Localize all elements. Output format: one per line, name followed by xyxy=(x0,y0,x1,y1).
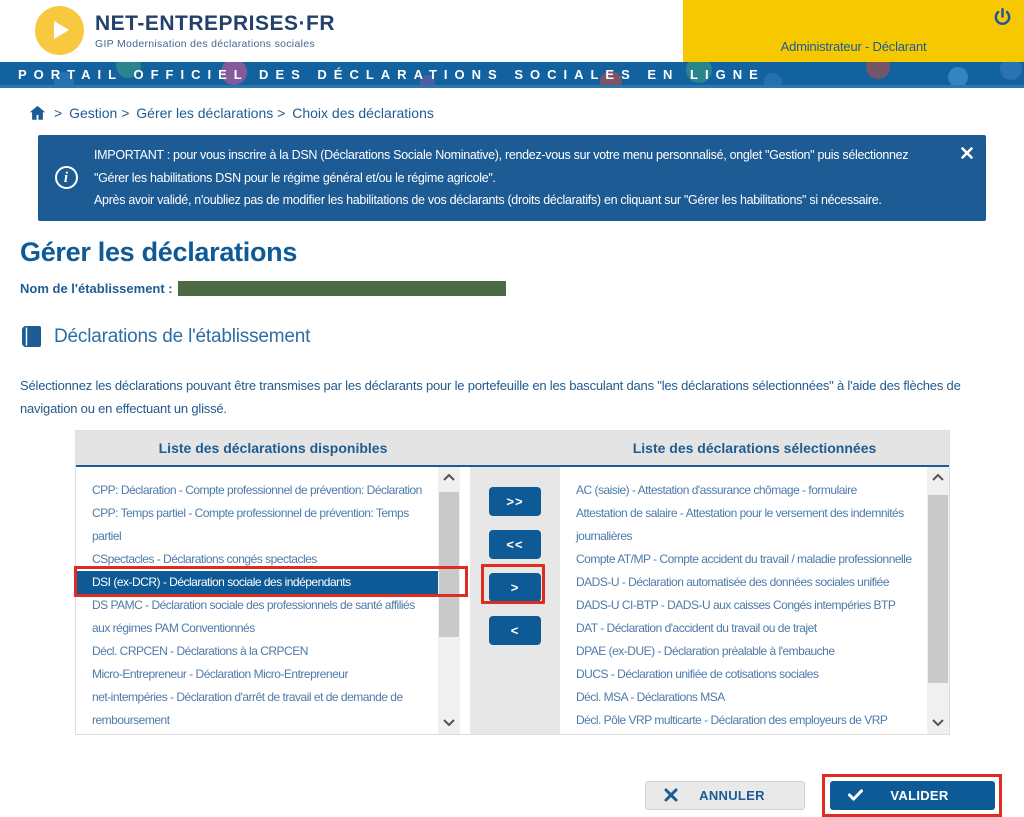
list-item[interactable]: CPP: Déclaration - Compte professionnel de prévention: Déclaration xyxy=(92,482,422,497)
list-item[interactable]: DSI (ex-DCR) - Déclaration sociale des indépendants xyxy=(76,571,438,594)
scroll-down-icon[interactable] xyxy=(927,712,949,734)
cancel-button[interactable] xyxy=(645,781,805,810)
page-title: Gérer les déclarations xyxy=(20,236,298,267)
list-item[interactable]: DPAE (ex-DUE) - Déclaration préalable à l'embauche xyxy=(576,643,835,658)
form-actions xyxy=(0,781,995,810)
transfer-button[interactable]: < xyxy=(489,616,541,645)
dual-list-widget xyxy=(75,430,950,735)
user-box xyxy=(683,0,1024,62)
logo-title: NET-ENTREPRISES·FR xyxy=(95,11,336,35)
list-item[interactable]: CPP: Temps partiel - Compte professionnel de prévention: Temps partiel xyxy=(92,505,409,543)
list-item[interactable]: DS PAMC - Déclaration sociale des professionnels de santé affiliés aux régimes PAM Conventionnés xyxy=(92,597,415,635)
scroll-up-icon[interactable] xyxy=(438,467,460,489)
establishment-row xyxy=(20,281,1024,296)
breadcrumb-items xyxy=(54,105,434,121)
breadcrumb xyxy=(28,104,1024,122)
selected-list-scrollbar[interactable] xyxy=(927,467,949,734)
instructions-line: Sélectionnez les déclarations pouvant être transmises par les déclarants pour le portefeuille en les basculant dans "les déclarations sélectionnées" à l'aide des flèches de xyxy=(20,377,961,393)
site-logo[interactable] xyxy=(35,6,335,55)
important-notice xyxy=(38,135,986,221)
book-icon xyxy=(22,326,41,347)
scroll-down-icon[interactable] xyxy=(438,712,460,734)
list-item[interactable]: Compte AT/MP - Compte accident du travail / maladie professionnelle xyxy=(576,551,912,566)
section-title: Déclarations de l'établissement xyxy=(54,325,311,347)
power-icon[interactable] xyxy=(992,7,1013,28)
available-list-scrollbar[interactable] xyxy=(438,467,460,734)
list-item[interactable]: CSpectacles - Déclarations congés spectacles xyxy=(92,551,317,566)
check-icon xyxy=(848,789,863,801)
notice-line: Après avoir validé, n'oubliez pas de modifier les habilitations de vos déclarants (droits déclaratifs) en cliquant sur "Gérer les habilitations" si nécessaire. xyxy=(94,193,882,207)
transfer-button[interactable]: >> xyxy=(489,487,541,516)
transfer-button[interactable]: > xyxy=(489,573,541,602)
list-item[interactable]: DADS-U - Déclaration automatisée des données sociales unifiée xyxy=(576,574,890,589)
notice-text xyxy=(94,144,952,212)
info-icon: i xyxy=(55,166,78,189)
breadcrumb-separator: > xyxy=(54,105,63,121)
list-item[interactable]: Décl. CRPCEN - Déclarations à la CRPCEN xyxy=(92,643,308,658)
home-icon[interactable] xyxy=(28,104,47,122)
list-item[interactable]: Décl. Pôle VRP multicarte - Déclaration des employeurs de VRP xyxy=(576,712,888,727)
logo-text xyxy=(95,12,335,50)
user-role: Administrateur - Déclarant xyxy=(780,39,927,54)
list-item[interactable]: Attestation de salaire - Attestation pour le versement des indemnités journalières xyxy=(576,505,904,543)
selected-list xyxy=(560,467,927,734)
scrollbar-thumb[interactable] xyxy=(439,492,459,637)
x-icon xyxy=(664,788,678,802)
breadcrumb-separator: > xyxy=(121,105,130,121)
breadcrumb-separator: > xyxy=(277,105,286,121)
transfer-controls xyxy=(470,467,560,734)
selected-list-header: Liste des déclarations sélectionnées xyxy=(632,439,877,456)
breadcrumb-crumb xyxy=(277,105,434,121)
portal-banner xyxy=(0,62,1024,88)
breadcrumb-item[interactable]: Choix des déclarations xyxy=(292,105,434,121)
list-item[interactable]: DUCS - Déclaration unifiée de cotisations sociales xyxy=(576,666,819,681)
play-icon xyxy=(35,6,84,55)
breadcrumb-crumb xyxy=(54,105,121,121)
list-item[interactable]: DADS-U CI-BTP - DADS-U aux caisses Congés intempéries BTP xyxy=(576,597,896,612)
list-item[interactable]: DAT - Déclaration d'accident du travail ou de trajet xyxy=(576,620,817,635)
section-header xyxy=(22,326,1024,348)
available-list xyxy=(76,467,438,734)
breadcrumb-item[interactable]: Gestion xyxy=(69,105,118,121)
list-item[interactable]: AC (saisie) - Attestation d'assurance chômage - formulaire xyxy=(576,482,857,497)
establishment-name-redacted xyxy=(178,281,506,296)
cancel-label: ANNULER xyxy=(699,787,765,803)
instructions xyxy=(20,374,1004,420)
scroll-up-icon[interactable] xyxy=(927,467,949,489)
notice-line: IMPORTANT : pour vous inscrire à la DSN (Déclarations Sociale Nominative), rendez-vous sur votre menu personnalisé, onglet "Gestion" puis sélectionnez xyxy=(94,148,909,162)
dual-list-header xyxy=(76,431,949,467)
list-item[interactable]: net-intempéries - Déclaration d'arrêt de travail et de demande de remboursement xyxy=(92,689,403,727)
instructions-line: navigation ou en effectuant un glissé. xyxy=(20,400,227,416)
transfer-button[interactable]: << xyxy=(489,530,541,559)
logo-subtitle: GIP Modernisation des déclarations sociales xyxy=(95,37,315,50)
selected-list-pane xyxy=(560,467,949,734)
breadcrumb-item[interactable]: Gérer les déclarations xyxy=(136,105,274,121)
notice-icon-area xyxy=(38,144,94,212)
available-list-pane xyxy=(76,467,470,734)
list-item[interactable]: Décl. MSA - Déclarations MSA xyxy=(576,689,725,704)
validate-button[interactable] xyxy=(830,781,995,810)
scrollbar-thumb[interactable] xyxy=(928,495,948,683)
portal-banner-title: PORTAIL OFFICIEL DES DÉCLARATIONS SOCIALES EN LIGNE xyxy=(18,67,765,82)
dual-list-body xyxy=(76,467,949,734)
available-list-header: Liste des déclarations disponibles xyxy=(158,439,388,456)
breadcrumb-crumb xyxy=(121,105,277,121)
establishment-label: Nom de l'établissement : xyxy=(20,280,173,296)
list-item[interactable]: Micro-Entrepreneur - Déclaration Micro-Entrepreneur xyxy=(92,666,348,681)
header xyxy=(0,0,1024,62)
validate-label: VALIDER xyxy=(890,787,949,803)
notice-line: "Gérer les habilitations DSN pour le régime général et/ou le régime agricole". xyxy=(94,170,496,185)
close-icon[interactable] xyxy=(961,146,973,158)
